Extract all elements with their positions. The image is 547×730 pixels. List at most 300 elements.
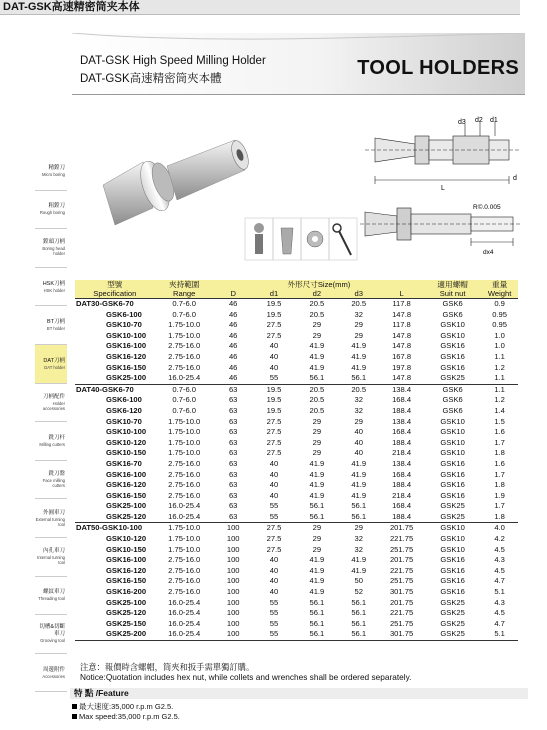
th-L: L: [379, 289, 424, 299]
table-cell: 29: [354, 330, 363, 340]
table-row: [75, 566, 518, 577]
table-cell: 4.2: [494, 534, 505, 544]
dim-L-top: L: [441, 185, 445, 192]
spec-model: GSK25-120: [106, 511, 147, 521]
sidebar-item-label-en: Accessories: [42, 673, 65, 679]
spec-model: GSK16-100: [106, 555, 147, 565]
table-cell: [75, 512, 155, 523]
order-notice: [80, 662, 411, 682]
table-cell: 55: [269, 373, 279, 383]
sidebar-item[interactable]: [35, 615, 67, 654]
table-cell: 56.1: [309, 373, 325, 383]
sidebar-item-label: 精鏜刀: [48, 164, 65, 171]
table-cell: 56.1: [351, 501, 367, 511]
table-cell: 40: [354, 427, 363, 437]
table-cell: 1.75-10.0: [168, 534, 201, 544]
table-cell: 63: [228, 416, 238, 426]
table-cell: [75, 299, 155, 310]
table-cell: 100: [214, 523, 253, 534]
table-cell: 63: [228, 395, 238, 405]
sidebar-item[interactable]: [35, 499, 67, 538]
table-cell: 40: [269, 469, 279, 479]
table-cell: 0.7-6.0: [155, 299, 214, 310]
table-cell: 138.4: [379, 384, 424, 395]
table-cell: 32: [354, 405, 363, 415]
table-row: [75, 576, 518, 587]
table-cell: 0.7-6.0: [172, 395, 197, 405]
dim-D: d: [513, 175, 517, 182]
spec-model: GSK25-200: [106, 629, 147, 639]
table-cell: 41.9: [309, 490, 325, 500]
table-cell: 221.75: [389, 608, 414, 618]
table-cell: 20.5: [295, 299, 338, 310]
table-cell: 0.95: [492, 320, 507, 330]
spec-model: GSK6-70: [102, 384, 134, 394]
table-cell: 40: [269, 576, 279, 586]
table-cell: GSK16: [440, 490, 465, 500]
table-row: [75, 438, 518, 449]
holder-photo: [103, 139, 252, 225]
table-row: [75, 384, 518, 395]
table-cell: 221.75: [389, 534, 414, 544]
table-cell: 41.9: [309, 480, 325, 490]
table-cell: GSK6: [442, 309, 463, 319]
table-cell: [75, 459, 155, 470]
table-cell: GSK6: [442, 395, 463, 405]
table-cell: 1.75-10.0: [168, 544, 201, 554]
table-cell: 5.1: [481, 629, 518, 640]
spec-model: GSK16-200: [106, 587, 147, 597]
table-cell: 1.75-10.0: [168, 448, 201, 458]
table-cell: 1.75-10.0: [168, 330, 201, 340]
series-label: DAT40-: [76, 384, 103, 394]
table-cell: 40: [269, 351, 279, 361]
table-cell: 63: [228, 480, 238, 490]
spec-model: GSK16-120: [106, 480, 147, 490]
table-cell: 2.75-16.0: [168, 458, 201, 468]
sidebar-item-label-en: DAT holder: [44, 364, 65, 370]
table-cell: 50: [354, 576, 363, 586]
spec-model: GSK6-100: [106, 309, 142, 319]
spec-model: GSK10-100: [106, 330, 147, 340]
table-cell: 1.1: [494, 373, 505, 383]
sidebar-item[interactable]: [35, 229, 67, 268]
table-cell: 0.7-6.0: [172, 405, 197, 415]
table-cell: [75, 310, 155, 321]
sidebar-item-label-en: Boring head holder: [42, 246, 65, 257]
table-cell: 1.9: [494, 490, 505, 500]
table-cell: 1.75-10.0: [168, 320, 201, 330]
feature-item-cn: 最大速度:35,000 r.p.m G2.5.: [72, 702, 173, 711]
spec-model: GSK25-120: [106, 608, 147, 618]
table-cell: 56.1: [351, 608, 367, 618]
spec-model: GSK6-70: [102, 299, 134, 308]
table-cell: GSK10: [440, 448, 465, 458]
table-cell: 63: [228, 448, 238, 458]
table-cell: 41.9: [351, 480, 367, 490]
table-row: [75, 619, 518, 630]
table-cell: 56.1: [295, 629, 338, 640]
table-cell: [75, 534, 155, 545]
spec-table: [75, 280, 518, 641]
table-cell: 29: [338, 523, 379, 534]
table-cell: 41.9: [351, 341, 367, 351]
table-cell: 16.0-25.4: [168, 511, 201, 521]
table-cell: 41.9: [351, 351, 367, 361]
drawing-top: [365, 122, 520, 184]
table-cell: [75, 470, 155, 481]
table-cell: 168.4: [392, 427, 412, 437]
table-cell: 63: [228, 437, 238, 447]
table-row: [75, 406, 518, 417]
th-size: 外形尺寸Size(mm): [214, 280, 424, 289]
tolerance-label: R©.0.005: [473, 204, 501, 211]
table-cell: 1.5: [494, 416, 505, 426]
table-cell: 0.7-6.0: [172, 309, 197, 319]
table-cell: [75, 566, 155, 577]
table-cell: 1.7: [494, 469, 505, 479]
table-cell: 1.8: [494, 448, 505, 458]
th-weight: 重量 Weight: [481, 280, 518, 299]
table-cell: 56.1: [309, 511, 325, 521]
table-row: [75, 512, 518, 523]
table-cell: 100: [226, 576, 240, 586]
table-cell: 63: [228, 405, 238, 415]
sidebar-item[interactable]: [35, 191, 67, 230]
dim-d2: d2: [475, 117, 483, 124]
table-cell: 56.1: [351, 511, 367, 521]
header-title-cn: DAT-GSK高速精密筒夾本體: [80, 73, 222, 85]
table-cell: [75, 629, 155, 640]
table-cell: 1.8: [494, 511, 505, 521]
table-cell: GSK10: [440, 544, 465, 554]
table-cell: 32: [354, 309, 363, 319]
table-cell: 20.5: [309, 405, 325, 415]
table-cell: 27.5: [266, 416, 282, 426]
feature-title: 特 點 /Feature: [74, 688, 129, 698]
table-cell: 138.4: [392, 416, 412, 426]
table-cell: 32: [354, 534, 363, 544]
table-cell: GSK25: [440, 501, 465, 511]
table-cell: 2.75-16.0: [168, 587, 201, 597]
sidebar-item[interactable]: [35, 654, 67, 693]
table-row: [75, 363, 518, 374]
table-cell: 63: [228, 490, 238, 500]
table-cell: 2.75-16.0: [168, 469, 201, 479]
sidebar-item-label: 刀柄配件: [42, 393, 65, 400]
table-cell: [75, 619, 155, 630]
spec-model: GSK10-150: [106, 544, 147, 554]
table-cell: 63: [228, 469, 238, 479]
sidebar-item[interactable]: [35, 577, 67, 616]
series-label: DAT30-: [76, 299, 103, 308]
table-row: [75, 373, 518, 384]
th-range: 夾持範圍 Range: [155, 280, 214, 299]
table-cell: 55: [269, 501, 279, 511]
table-cell: 4.5: [494, 608, 505, 618]
table-cell: 40: [269, 565, 279, 575]
table-cell: 1.75-10.0: [168, 437, 201, 447]
dim-dx4: dx4: [483, 249, 494, 256]
table-row: [75, 598, 518, 609]
table-cell: 29: [312, 544, 322, 554]
spec-model: GSK25-150: [106, 618, 147, 628]
table-cell: [75, 545, 155, 556]
table-cell: 4.0: [481, 523, 518, 534]
sidebar-item-label: DAT刀柄: [43, 357, 65, 364]
table-cell: 1.0: [494, 330, 505, 340]
spec-model: GSK16-150: [106, 490, 147, 500]
sidebar-item-label-en: Micro boring: [41, 171, 65, 177]
table-cell: 46: [228, 320, 238, 330]
table-cell: 55: [269, 511, 279, 521]
sidebar-item[interactable]: [35, 268, 67, 307]
sidebar-item-label: 銑刀盤: [48, 471, 65, 478]
table-row: [75, 480, 518, 491]
sidebar-item-label-en: External turning tool: [35, 516, 65, 527]
square-bullet-icon: [72, 704, 77, 709]
table-cell: 100: [226, 565, 240, 575]
sidebar-item[interactable]: [35, 422, 67, 461]
table-row: [75, 523, 518, 534]
table-cell: 2.75-16.0: [168, 555, 201, 565]
table-cell: 2.75-16.0: [168, 565, 201, 575]
table-cell: GSK16: [440, 341, 465, 351]
table-cell: 16.0-25.4: [168, 608, 201, 618]
table-cell: 4.5: [494, 544, 505, 554]
table-cell: 138.4: [392, 458, 412, 468]
table-cell: [75, 373, 155, 384]
table-row: [75, 341, 518, 352]
sidebar-item[interactable]: [35, 345, 67, 384]
th-d1: d1: [253, 289, 296, 299]
notice-en: Notice:Quotation includes hex nut, while collets and wrenches shall be ordered separately.: [80, 672, 412, 682]
table-cell: 100: [226, 534, 240, 544]
table-cell: 29: [312, 534, 322, 544]
table-cell: 1.2: [494, 362, 505, 372]
brand-title: TOOL HOLDERS: [357, 57, 519, 79]
table-cell: 27.5: [266, 544, 282, 554]
table-cell: 188.4: [392, 511, 412, 521]
sidebar-item[interactable]: [35, 461, 67, 500]
table-cell: GSK25: [440, 608, 465, 618]
sidebar-item-label-en: BT holder: [46, 326, 65, 332]
table-cell: 41.9: [309, 576, 325, 586]
spec-model: GSK10-120: [106, 437, 147, 447]
table-cell: 2.75-16.0: [168, 351, 201, 361]
table-cell: 147.8: [392, 309, 412, 319]
table-cell: GSK10: [440, 416, 465, 426]
table-cell: GSK6: [424, 384, 481, 395]
table-cell: GSK10: [424, 523, 481, 534]
spec-model: GSK25-100: [106, 501, 147, 511]
table-cell: 251.75: [389, 544, 414, 554]
table-cell: GSK10: [440, 534, 465, 544]
table-cell: 117.8: [392, 320, 411, 330]
table-cell: 251.75: [389, 576, 414, 586]
table-cell: 0.95: [492, 309, 507, 319]
table-cell: 56.1: [338, 629, 379, 640]
sidebar-item-label: 切槽&切斷車刀: [39, 624, 65, 638]
table-cell: 1.75-10.0: [168, 416, 201, 426]
table-cell: GSK10: [440, 427, 465, 437]
spec-model: GSK6-120: [106, 405, 142, 415]
table-cell: 19.5: [266, 309, 282, 319]
table-cell: 16.0-25.4: [168, 597, 201, 607]
table-cell: 201.75: [389, 597, 414, 607]
dim-d1: d1: [490, 117, 498, 124]
table-cell: 41.9: [351, 362, 367, 372]
table-cell: 218.4: [392, 490, 412, 500]
th-d2: d2: [295, 289, 338, 299]
table-cell: [75, 341, 155, 352]
table-cell: [75, 523, 155, 534]
table-row: [75, 299, 518, 310]
table-cell: 56.1: [309, 597, 325, 607]
table-cell: 41.9: [351, 490, 367, 500]
table-row: [75, 448, 518, 459]
spec-model: GSK10-100: [102, 523, 143, 533]
table-cell: 29: [354, 320, 363, 330]
table-cell: 16.0-25.4: [168, 618, 201, 628]
accessory-strip: [245, 218, 357, 260]
table-cell: 56.1: [351, 597, 367, 607]
table-cell: 1.7: [494, 437, 505, 447]
table-cell: 197.8: [392, 362, 412, 372]
spec-model: GSK6-100: [106, 395, 142, 405]
table-cell: GSK16: [440, 555, 465, 565]
table-row: [75, 352, 518, 363]
table-cell: GSK16: [440, 351, 465, 361]
table-row: [75, 395, 518, 406]
table-cell: 32: [354, 544, 363, 554]
table-cell: 100: [226, 608, 240, 618]
table-cell: 2.75-16.0: [168, 480, 201, 490]
table-cell: [75, 608, 155, 619]
table-cell: 40: [269, 362, 279, 372]
table-cell: GSK16: [440, 362, 465, 372]
sidebar-item[interactable]: [35, 538, 67, 577]
table-cell: 29: [354, 416, 363, 426]
table-cell: [75, 395, 155, 406]
square-bullet-icon: [72, 714, 77, 719]
table-cell: 100: [226, 618, 240, 628]
table-cell: 41.9: [351, 469, 367, 479]
sidebar-item-label-en: Holder accessories: [42, 400, 65, 411]
table-cell: 41.9: [309, 351, 325, 361]
table-cell: GSK16: [440, 480, 465, 490]
table-cell: 147.8: [392, 373, 412, 383]
table-cell: 27.5: [266, 427, 282, 437]
sidebar-item-label: BT刀柄: [46, 319, 65, 326]
table-row: [75, 545, 518, 556]
table-row: [75, 459, 518, 470]
table-cell: 27.5: [253, 523, 296, 534]
table-cell: 29: [312, 320, 322, 330]
table-cell: 27.5: [266, 320, 282, 330]
table-cell: [75, 598, 155, 609]
sidebar-item-label-en: Rough boring: [39, 210, 65, 216]
table-cell: 201.75: [389, 555, 414, 565]
table-cell: 41.9: [351, 565, 367, 575]
table-cell: 55: [269, 597, 279, 607]
sidebar-item-label: 粗鏜刀: [48, 203, 65, 210]
spec-model: GSK25-100: [106, 597, 147, 607]
catalog-header: [72, 33, 525, 95]
table-cell: 41.9: [309, 362, 325, 372]
table-cell: 4.7: [494, 618, 505, 628]
table-cell: GSK6: [442, 405, 463, 415]
top-title-bar: [0, 0, 520, 15]
table-cell: 0.7-6.0: [155, 384, 214, 395]
table-cell: 41.9: [351, 555, 367, 565]
table-cell: GSK6: [424, 299, 481, 310]
table-cell: 46: [228, 309, 238, 319]
table-cell: 27.5: [266, 534, 282, 544]
table-cell: [75, 448, 155, 459]
table-cell: [75, 406, 155, 417]
table-cell: 46: [228, 341, 238, 351]
table-cell: 63: [228, 511, 238, 521]
sidebar-item-label-en: Threading tool: [38, 596, 65, 602]
table-cell: [75, 438, 155, 449]
table-cell: [75, 384, 155, 395]
spec-model: GSK10-150: [106, 448, 147, 458]
sidebar-item[interactable]: [35, 384, 67, 423]
table-cell: GSK25: [440, 511, 465, 521]
table-cell: 100: [214, 629, 253, 640]
table-cell: 46: [228, 373, 238, 383]
sidebar-item-label-en: Internal turning tool: [37, 555, 65, 566]
table-row: [75, 470, 518, 481]
table-cell: 2.75-16.0: [168, 362, 201, 372]
sidebar-item-label: 銑刀杆: [48, 434, 65, 441]
spec-model: GSK10-120: [106, 534, 147, 544]
th-nut: 適用螺帽 Suit nut: [424, 280, 481, 299]
table-cell: 27.5: [266, 448, 282, 458]
table-cell: 52: [354, 587, 363, 597]
feature-bar: [70, 688, 528, 699]
table-cell: [75, 417, 155, 428]
sidebar-item-label: 內孔車刀: [42, 548, 65, 555]
sidebar-item-label: 周邊附件: [42, 666, 65, 673]
table-cell: 41.9: [309, 555, 325, 565]
table-row: [75, 417, 518, 428]
table-cell: 55: [269, 618, 279, 628]
sidebar-item-label-en: Face milling cutters: [42, 478, 65, 489]
category-sidebar: [35, 152, 67, 692]
table-cell: 147.8: [392, 341, 412, 351]
sidebar-item[interactable]: [35, 306, 67, 345]
table-cell: 40: [269, 490, 279, 500]
table-row: [75, 310, 518, 321]
feature-item-en: Max speed:35,000 r.p.m G2.5.: [72, 712, 180, 721]
table-cell: 20.5: [338, 299, 379, 310]
header-title-en: DAT-GSK High Speed Milling Holder: [80, 55, 266, 67]
table-cell: 167.8: [392, 351, 412, 361]
table-cell: 20.5: [309, 395, 325, 405]
spec-model: GSK16-120: [106, 351, 147, 361]
table-cell: 41.9: [309, 458, 325, 468]
table-cell: 29: [312, 330, 322, 340]
spec-model: GSK10-70: [106, 416, 142, 426]
table-cell: 56.1: [309, 501, 325, 511]
sidebar-item[interactable]: [35, 152, 67, 191]
table-cell: [75, 576, 155, 587]
table-cell: 56.1: [351, 373, 367, 383]
table-cell: 29: [312, 416, 322, 426]
table-cell: [75, 320, 155, 331]
